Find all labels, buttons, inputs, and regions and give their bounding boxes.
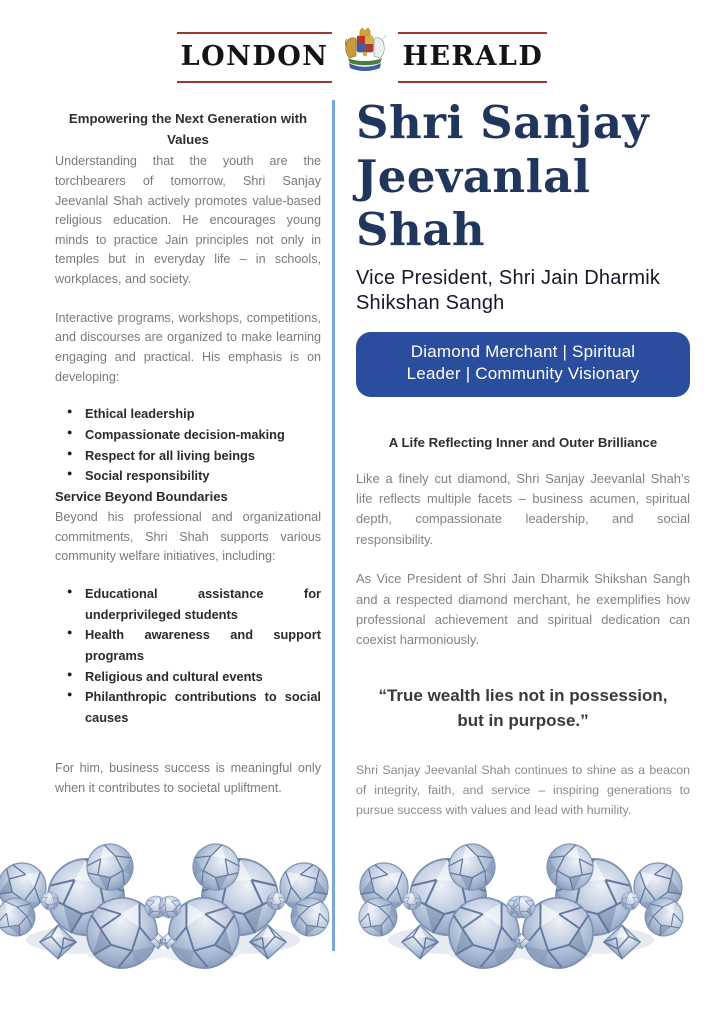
profile-title-line: Shah <box>356 203 486 257</box>
right-profile-column <box>356 96 690 820</box>
profile-title <box>356 96 690 257</box>
profile-title-line: Shri Sanjay <box>356 96 650 149</box>
left-paragraph-3: Beyond his professional and organizational commitments, Shri Shah supports various community welfare initiatives, including: <box>55 509 321 564</box>
royal-coat-of-arms-icon <box>334 27 396 90</box>
role-badge-label: Diamond Merchant | Spiritual Leader | Community Visionary <box>406 341 640 384</box>
values-bullet-list <box>55 404 321 487</box>
masthead-brand-right: HERALD <box>398 32 547 83</box>
left-paragraph-2: Interactive programs, workshops, competitions, and discourses are organized to make learning engaging and practical. His emphasis is on developing: <box>55 310 321 384</box>
service-subheading: Service Beyond Boundaries <box>55 489 228 505</box>
diamond-clusters-decoration <box>0 843 724 971</box>
left-section-heading: Empowering the Next Generation with Values <box>68 111 308 148</box>
right-paragraph-2: As Vice President of Shri Jain Dharmik Shikshan Sangh and a respected diamond merchant, he exemplifies how professional achievement and spiritual dedication can coexist harmoniously. <box>356 571 690 648</box>
left-article-column <box>55 108 321 798</box>
pull-quote: “True wealth lies not in possession, but in purpose.” <box>378 685 668 731</box>
left-paragraph-1: Understanding that the youth are the torchbearers of tomorrow, Shri Sanjay Jeevanlal Shah actively promotes value-based religious education. He encourages young minds to practice Jain principles not only in temples but in everyday life – in schools, workplaces, and society. <box>55 154 321 287</box>
masthead-brand-left: LONDON <box>177 32 333 83</box>
bullet-item: ● Health awareness and support programs <box>55 625 321 666</box>
bullet-item: ● Respect for all living beings <box>55 446 321 467</box>
bullet-item: ● Social responsibility <box>55 466 321 487</box>
brilliance-section-heading: A Life Reflecting Inner and Outer Brilliance <box>388 434 658 450</box>
right-paragraph-1: Like a finely cut diamond, Shri Sanjay Jeevanlal Shah’s life reflects multiple facets – business acumen, spiritual depth, compassionate leadership, and social responsibility. <box>356 470 690 547</box>
bullet-item: ● Philanthropic contributions to social causes <box>55 687 321 728</box>
bullet-item: ● Educational assistance for underprivileged students <box>55 584 321 625</box>
profile-subtitle: Vice President, Shri Jain Dharmik Shikshan Sangh <box>356 266 661 315</box>
bullet-item: ● Religious and cultural events <box>55 667 321 688</box>
right-paragraph-3: Shri Sanjay Jeevanlal Shah continues to shine as a beacon of integrity, faith, and service – inspiring generations to pursue success with values and lead with humility. <box>356 762 690 817</box>
role-badge <box>356 332 690 397</box>
bullet-item: ● Compassionate decision-making <box>55 425 321 446</box>
profile-title-line: Jeevanlal <box>356 149 591 203</box>
bullet-item: ● Ethical leadership <box>55 404 321 425</box>
left-paragraph-4: For him, business success is meaningful only when it contributes to societal upliftment. <box>55 760 321 795</box>
newspaper-masthead <box>0 26 724 89</box>
column-divider-line <box>332 100 335 951</box>
initiatives-bullet-list <box>55 584 321 729</box>
